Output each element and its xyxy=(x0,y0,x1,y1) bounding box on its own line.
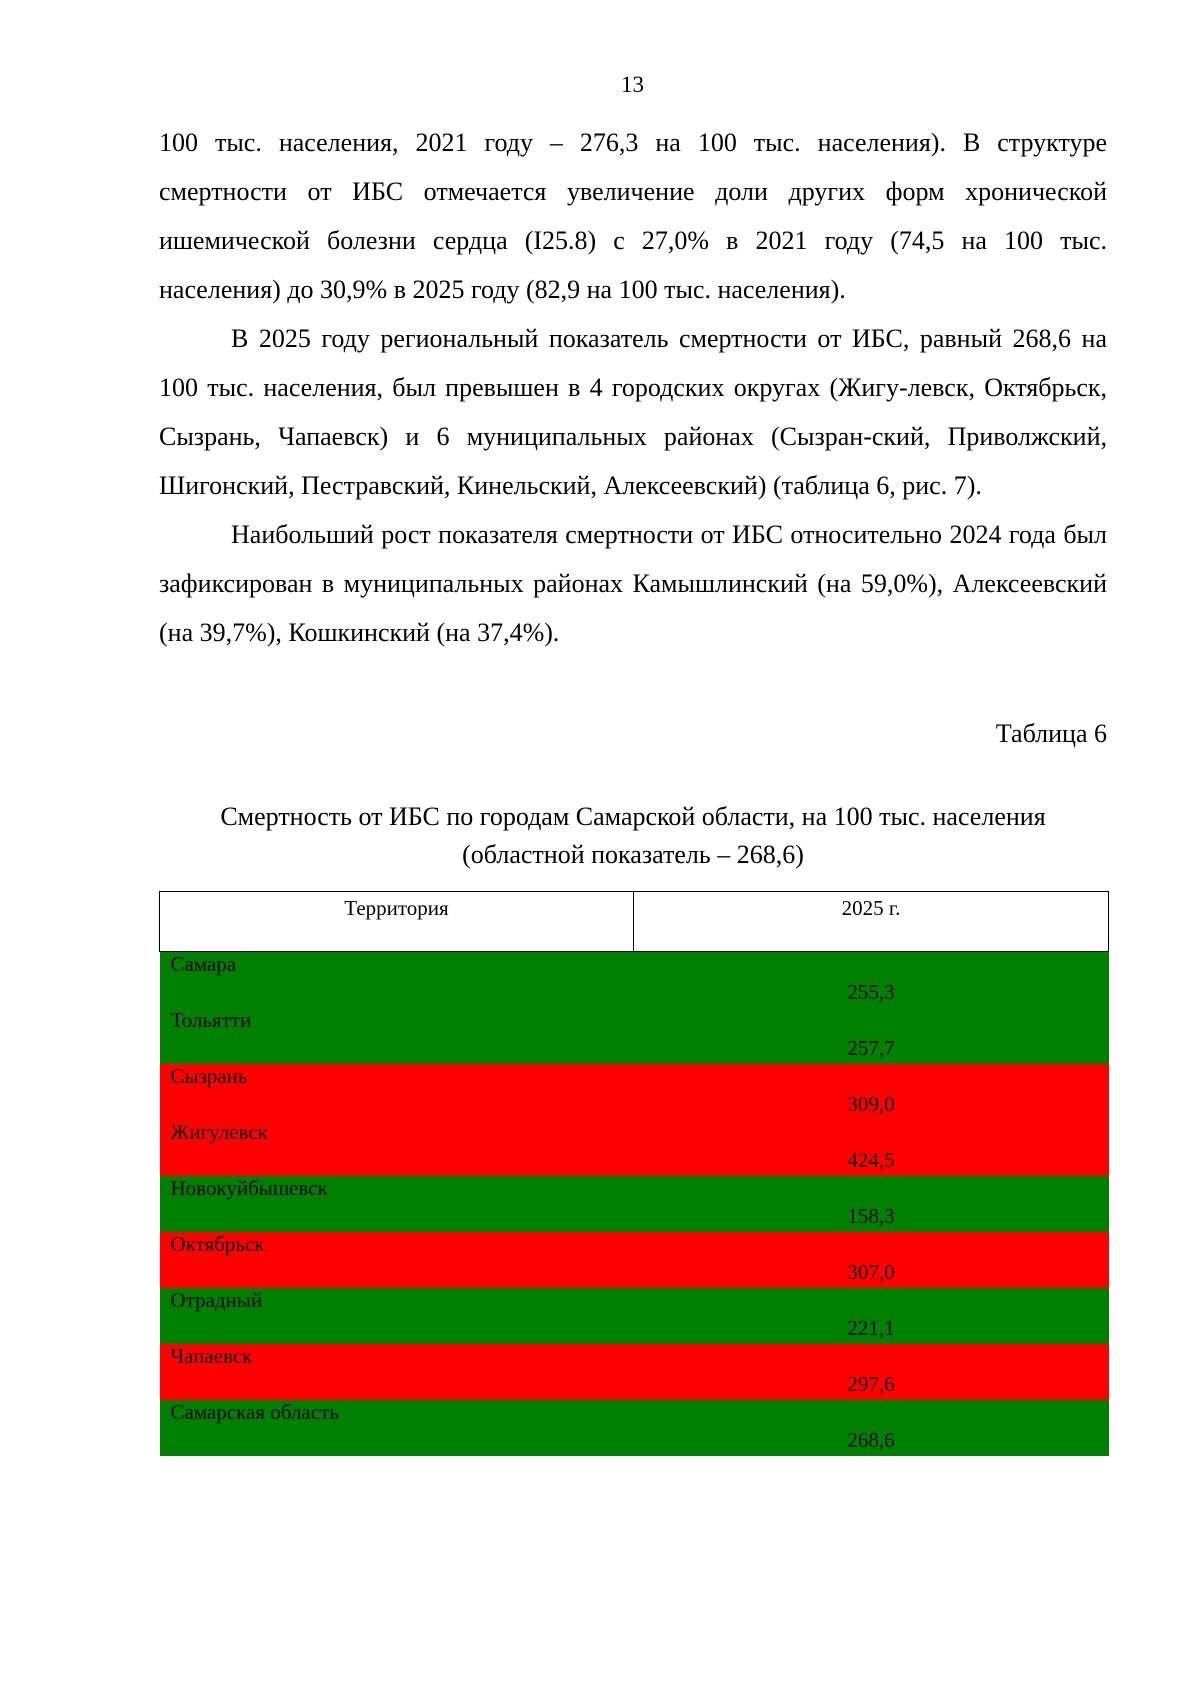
mortality-table xyxy=(159,891,1109,1456)
table-row-value xyxy=(160,1260,1109,1288)
table-caption xyxy=(159,798,1107,874)
table-label: Таблица 6 xyxy=(995,719,1107,748)
table-row-value xyxy=(160,1372,1109,1400)
header-year: 2025 г. xyxy=(634,892,1109,952)
paragraph: Наибольший рост показателя смертности от ИБС относительно 2024 года был зафиксирован в муниципальных районах Камышлинский (на 59,0%), Алексеевский (на 39,7%), Кошкинский (на 37,4%). xyxy=(159,520,1107,647)
value-cell-blank xyxy=(634,1120,1109,1148)
paragraph: В 2025 году региональный показатель смертности от ИБС, равный 268,6 на 100 тыс. населения, был превышен в 4 городских округах (Жигу-левск, Октябрьск, Сызрань, Чапаевск) и 6 муниципальных районах (Сызран-ский, Приволжский, Шигонский, Пестравский, Кинельский, Алексеевский) (таблица 6, рис. 7). xyxy=(159,324,1107,500)
value-cell-blank xyxy=(634,952,1109,981)
value-cell-blank xyxy=(634,1232,1109,1260)
value-cell-blank xyxy=(634,1344,1109,1372)
territory-name: Жигулевск xyxy=(160,1120,634,1148)
territory-name: Чапаевск xyxy=(160,1344,634,1372)
table-row-value xyxy=(160,1036,1109,1064)
table-row-value xyxy=(160,1204,1109,1232)
table-body xyxy=(160,952,1109,1457)
name-cell-blank xyxy=(160,1092,634,1120)
value-cell-blank xyxy=(634,1064,1109,1092)
name-cell-blank xyxy=(160,1148,634,1176)
table-row xyxy=(160,1008,1109,1036)
table-row-value xyxy=(160,1092,1109,1120)
territory-value: 268,6 xyxy=(634,1428,1109,1456)
table-row xyxy=(160,1064,1109,1092)
name-cell-blank xyxy=(160,980,634,1008)
value-cell-blank xyxy=(634,1400,1109,1428)
territory-name: Октябрьск xyxy=(160,1232,634,1260)
table-row-value xyxy=(160,1316,1109,1344)
territory-name: Тольятти xyxy=(160,1008,634,1036)
territory-value: 424,5 xyxy=(634,1148,1109,1176)
territory-value: 307,0 xyxy=(634,1260,1109,1288)
value-cell-blank xyxy=(634,1008,1109,1036)
body-text xyxy=(159,118,1107,657)
table-caption-line: Смертность от ИБС по городам Самарской области, на 100 тыс. населения xyxy=(220,802,1046,831)
territory-name: Сызрань xyxy=(160,1064,634,1092)
territory-value: 257,7 xyxy=(634,1036,1109,1064)
table-row xyxy=(160,952,1109,981)
name-cell-blank xyxy=(160,1036,634,1064)
table-row xyxy=(160,1288,1109,1316)
territory-value: 221,1 xyxy=(634,1316,1109,1344)
territory-name: Самара xyxy=(160,952,634,981)
territory-name: Новокуйбышевск xyxy=(160,1176,634,1204)
table-caption-line: (областной показатель – 268,6) xyxy=(462,840,804,869)
territory-name: Самарская область xyxy=(160,1400,634,1428)
name-cell-blank xyxy=(160,1204,634,1232)
name-cell-blank xyxy=(160,1260,634,1288)
territory-name: Отрадный xyxy=(160,1288,634,1316)
table-row-value xyxy=(160,980,1109,1008)
table-row xyxy=(160,1120,1109,1148)
name-cell-blank xyxy=(160,1372,634,1400)
table-row xyxy=(160,1176,1109,1204)
paragraph: 100 тыс. населения, 2021 году – 276,3 на 100 тыс. населения). В структуре смертности от ИБС отмечается увеличение доли других форм хронической ишемической болезни сердца (I25.8) с 27,0% в 2021 году (74,5 на 100 тыс. населения) до 30,9% в 2025 году (82,9 на 100 тыс. населения). xyxy=(159,128,1107,304)
name-cell-blank xyxy=(160,1428,634,1456)
table-row-value xyxy=(160,1428,1109,1456)
table-row-value xyxy=(160,1148,1109,1176)
value-cell-blank xyxy=(634,1176,1109,1204)
table-row xyxy=(160,1400,1109,1428)
table-row xyxy=(160,1344,1109,1372)
header-territory: Территория xyxy=(160,892,634,952)
table-header-row xyxy=(160,892,1109,952)
page-number: 13 xyxy=(621,72,644,97)
name-cell-blank xyxy=(160,1316,634,1344)
territory-value: 297,6 xyxy=(634,1372,1109,1400)
table-row xyxy=(160,1232,1109,1260)
territory-value: 158,3 xyxy=(634,1204,1109,1232)
territory-value: 255,3 xyxy=(634,980,1109,1008)
value-cell-blank xyxy=(634,1288,1109,1316)
territory-value: 309,0 xyxy=(634,1092,1109,1120)
